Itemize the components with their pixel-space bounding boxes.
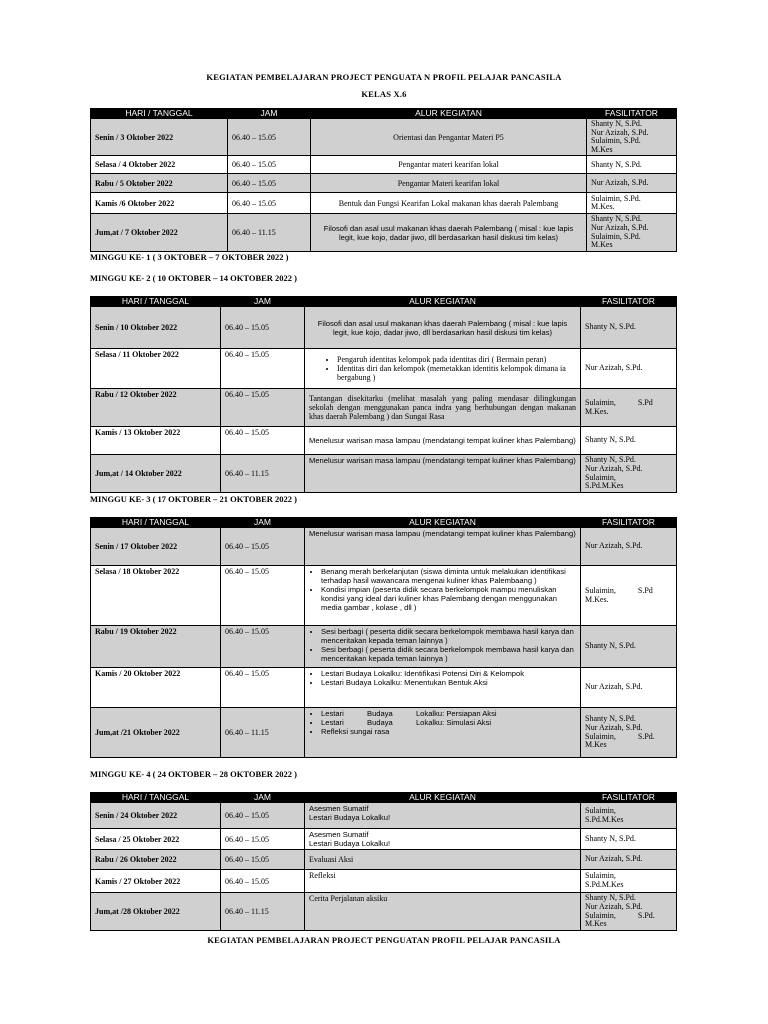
facilitator-line: Nur Azizah, S.Pd. [585,541,643,551]
time-cell: 06.40 – 15.05 [221,626,305,668]
header-facilitator: FASILITATOR [581,297,677,307]
day-cell: Senin / 3 Oktober 2022 [91,119,228,156]
header-time: JAM [221,297,305,307]
footer-title: KEGIATAN PEMBELAJARAN PROJECT PENGUATAN PROFIL PELAJAR PANCASILA [207,935,561,945]
facilitator-line: Shanty N, S.Pd. [585,714,636,724]
activity-cell [305,708,581,758]
week-3-label: MINGGU KE- 3 ( 17 OKTOBER – 21 OKTOBER 2022 ) [90,494,298,504]
activity-list [309,567,576,612]
table-header-row [91,109,677,119]
facilitator-line: Nur Azizah, S.Pd. [585,722,643,732]
time-cell: 06.40 – 15.05 [228,193,311,214]
time-cell: 06.40 – 15.05 [221,307,305,349]
time-cell: 06.40 – 11.15 [228,214,311,251]
activity-cell: Bentuk dan Fungsi Kearifan Lokal makanan khas daerah Palembang [311,193,587,214]
facilitator-line: M.Kes [591,144,613,154]
activity-item: • Benang merah berkelanjutan (siswa diminta untuk melakukan identifikasi terhadap hasil wawancara mengenai kuliner khas Palembaang ) [321,567,576,585]
activity-cell: Filosofi dan asal usul makanan khas daerah Palembang ( misal : kue lapis legit, kue kojo, dadar jiwo, dll berdasarkan hasil diskusi tim kelas) [305,307,581,349]
facilitator-cell [581,668,677,708]
table-row [91,626,677,668]
day-cell: Rabu / 5 Oktober 2022 [91,174,228,193]
activity-item: • Sesi berbagi ( peserta didik secara berkelompok membawa hasil karya dan menceritakan kepada teman lainnya ) [321,627,576,645]
document-title: KEGIATAN PEMBELAJARAN PROJECT PENGUATA N PROFIL PELAJAR PANCASILA [206,72,562,82]
week-2-label: MINGGU KE- 2 ( 10 OKTOBER – 14 OKTOBER 2022 ) [90,273,298,283]
activity-cell: Tantangan disekitarku (melihat masalah yang paling mendasar dilingkungan sekolah dengan menggunakan panca indra yang berhubungan dengan makanan khas daerah Palembang ) dan Sungai Rasa [305,389,581,427]
header-day: HARI / TANGGAL [91,297,221,307]
activity-cell [305,829,581,850]
facilitator-cell [581,626,677,668]
header-facilitator: FASILITATOR [587,109,677,119]
activity-item: • Pengaruh identitas kelompok pada identitas diri ( Bermain peran) [337,355,576,364]
facilitator-line: M.Kes. [591,202,615,212]
day-cell: Kamis / 13 Oktober 2022 [91,427,221,455]
time-cell: 06.40 – 15.05 [221,389,305,427]
facilitator-line: Sulaimin, S.Pd. [585,731,655,741]
activity-line: Lestari Budaya Lokalku! [309,839,391,848]
facilitator-cell [581,427,677,455]
header-activity: ALUR KEGIATAN [305,518,581,528]
activity-cell: Pengantar materi kearifan lokal [311,156,587,174]
day-cell: Jum,at / 14 Oktober 2022 [91,455,221,493]
facilitator-cell [581,893,677,931]
activity-cell: Menelusur warisan masa lampau (mendatangi tempat kuliner khas Palembang) [305,455,581,493]
table-row [91,528,677,566]
activity-cell [305,349,581,389]
schedule-table-week-3 [90,517,677,758]
table-row [91,174,677,193]
table-header-row [91,518,677,528]
class-label: KELAS X.6 [361,89,407,99]
schedule-table-week-4 [90,792,677,931]
time-cell: 06.40 – 15.05 [221,850,305,870]
facilitator-line: Shanty N, S.Pd. [585,435,636,445]
facilitator-line: Sulaimin, [585,805,616,815]
table-row [91,193,677,214]
activity-item: • Sesi berbagi ( peserta didik secara berkelompok membawa hasil karya dan menceritakan kepada teman lainnya ) [321,645,576,663]
table-row [91,708,677,758]
week-4-label: MINGGU KE- 4 ( 24 OKTOBER – 28 OKTOBER 2022 ) [90,769,298,779]
activity-cell: Filosofi dan asal usul makanan khas daerah Palembang ( misal : kue lapis legit, kue kojo, dadar jiwo, dll berdasarkan hasil diskusi tim kelas) [311,214,587,251]
facilitator-line: M.Kes. [585,594,609,604]
facilitator-line: M.Kes. [585,406,609,416]
facilitator-cell [581,455,677,493]
table-header-row [91,297,677,307]
header-time: JAM [228,109,311,119]
activity-item: • Lestari Budaya Lokalku: Simulasi Aksi [321,718,576,727]
day-cell: Selasa / 11 Oktober 2022 [91,349,221,389]
day-cell: Rabu / 19 Oktober 2022 [91,626,221,668]
day-cell: Rabu / 26 Oktober 2022 [91,850,221,870]
facilitator-line: Sulaimin, S.Pd. [591,231,641,241]
table-row [91,829,677,850]
facilitator-line: Nur Azizah, S.Pd. [591,127,649,137]
day-cell: Jum,at /21 Oktober 2022 [91,708,221,758]
time-cell: 06.40 – 15.05 [221,803,305,829]
activity-cell: Menelusur warisan masa lampau (mendatangi tempat kuliner khas Palembang) [305,528,581,566]
facilitator-line: M.Kes [591,240,613,250]
header-time: JAM [221,793,305,803]
header-activity: ALUR KEGIATAN [305,297,581,307]
time-cell: 06.40 – 15.05 [221,829,305,850]
facilitator-line: Shanty N, S.Pd. [585,641,636,651]
activity-cell: Pengantar Materi kearifan lokal [311,174,587,193]
day-cell: Selasa / 18 Oktober 2022 [91,566,221,626]
day-cell: Selasa / 25 Oktober 2022 [91,829,221,850]
time-cell: 06.40 – 15.05 [221,566,305,626]
facilitator-cell [581,349,677,389]
table-row [91,389,677,427]
facilitator-line: S.Pd.M.Kes [585,481,624,491]
time-cell: 06.40 – 15.05 [221,427,305,455]
facilitator-line: Sulaimin, [585,871,616,881]
time-cell: 06.40 – 15.05 [221,870,305,893]
facilitator-line: Shanty N, S.Pd. [585,455,636,465]
table-row [91,349,677,389]
time-cell: 06.40 – 15.05 [228,119,311,156]
facilitator-line: Sulaimin, S.Pd [585,585,653,595]
activity-cell [305,626,581,668]
time-cell: 06.40 – 11.15 [221,455,305,493]
facilitator-line: S.Pd.M.Kes [585,880,624,889]
activity-cell [305,566,581,626]
facilitator-line: Sulaimin, S.Pd. [591,193,641,203]
activity-item: • Lestari Budaya Lokalku: Persiapan Aksi [321,709,576,718]
facilitator-cell [581,566,677,626]
activity-cell [305,803,581,829]
table-row [91,566,677,626]
facilitator-cell [587,119,677,156]
facilitator-cell [581,829,677,850]
facilitator-line: Nur Azizah, S.Pd. [591,178,649,188]
facilitator-line: Sulaimin, S.Pd. [591,136,641,146]
table-row [91,893,677,931]
facilitator-line: Nur Azizah, S.Pd. [585,682,643,692]
table-row [91,214,677,251]
facilitator-cell [581,528,677,566]
facilitator-cell [581,870,677,893]
facilitator-line: Nur Azizah, S.Pd. [585,363,643,373]
day-cell: Jum,at /28 Oktober 2022 [91,893,221,931]
table-row [91,850,677,870]
activity-cell [305,668,581,708]
facilitator-line: Sulaimin, [585,472,616,482]
activity-list [309,669,576,687]
day-cell: Rabu / 12 Oktober 2022 [91,389,221,427]
activity-item: • Refleksi sungai rasa [321,727,576,736]
time-cell: 06.40 – 15.05 [221,349,305,389]
activity-cell: Evaluasi Aksi [305,850,581,870]
time-cell: 06.40 – 15.05 [221,528,305,566]
facilitator-line: Nur Azizah, S.Pd. [585,463,643,473]
facilitator-cell [581,389,677,427]
time-cell: 06.40 – 11.15 [221,893,305,931]
day-cell: Kamis /6 Oktober 2022 [91,193,228,214]
time-cell: 06.40 – 11.15 [221,708,305,758]
table-header-row [91,793,677,803]
activity-cell: Refleksi [305,870,581,893]
activity-cell: Menelusur warisan masa lampau (mendatangi tempat kuliner khas Palembang) [305,427,581,455]
facilitator-cell [587,214,677,251]
activity-item: • Lestari Budaya Lokalku: Identifikasi Potensi Diri & Kelompok [321,669,576,678]
header-activity: ALUR KEGIATAN [305,793,581,803]
facilitator-line: Sulaimin, S.Pd [585,397,653,407]
day-cell: Senin / 24 Oktober 2022 [91,803,221,829]
activity-cell: Cerita Perjalanan aksiku [305,893,581,931]
facilitator-cell [587,174,677,193]
schedule-table-week-2 [90,296,677,493]
day-cell: Kamis / 27 Oktober 2022 [91,870,221,893]
day-cell: Kamis / 20 Oktober 2022 [91,668,221,708]
facilitator-cell [581,708,677,758]
activity-item: • Lestari Budaya Lokalku: Menentukan Bentuk Aksi [321,678,576,687]
activity-line: Asesmen Sumatif [309,830,369,839]
table-row [91,156,677,174]
activity-list [309,355,576,382]
header-day: HARI / TANGGAL [91,793,221,803]
facilitator-line: Shanty N, S.Pd. [591,214,642,224]
facilitator-line: M.Kes [585,919,607,929]
day-cell: Jum,at / 7 Oktober 2022 [91,214,228,251]
activity-cell: Orientasi dan Pengantar Materi P5 [311,119,587,156]
header-facilitator: FASILITATOR [581,793,677,803]
schedule-table-week-1 [90,108,677,252]
day-cell: Senin / 10 Oktober 2022 [91,307,221,349]
facilitator-cell [587,156,677,174]
time-cell: 06.40 – 15.05 [228,156,311,174]
table-row [91,427,677,455]
table-row [91,870,677,893]
header-activity: ALUR KEGIATAN [311,109,587,119]
facilitator-line: Shanty N, S.Pd. [585,322,636,332]
facilitator-line: S.Pd.M.Kes [585,814,624,824]
time-cell: 06.40 – 15.05 [228,174,311,193]
time-cell: 06.40 – 15.05 [221,668,305,708]
facilitator-cell [581,850,677,870]
facilitator-line: M.Kes [585,740,607,750]
activity-list [309,709,576,736]
table-row [91,119,677,156]
header-day: HARI / TANGGAL [91,518,221,528]
week-1-label: MINGGU KE- 1 ( 3 OKTOBER – 7 OKTOBER 2022 ) [90,252,289,262]
table-row [91,668,677,708]
table-row [91,455,677,493]
day-cell: Senin / 17 Oktober 2022 [91,528,221,566]
facilitator-cell [581,307,677,349]
facilitator-line: Sulaimin, S.Pd. [585,910,655,920]
activity-list [309,627,576,663]
facilitator-line: Shanty N, S.Pd. [591,159,642,169]
facilitator-cell [587,193,677,214]
facilitator-line: Nur Azizah, S.Pd. [585,901,643,911]
header-day: HARI / TANGGAL [91,109,228,119]
table-row [91,307,677,349]
table-row [91,803,677,829]
activity-item: • Identitas diri dan kelompok (memetakkan identitis kelompok dimana ia bergabung ) [337,364,576,382]
activity-line: Lestari Budaya Lokalku! [309,813,391,822]
facilitator-line: Shanty N, S.Pd. [591,119,642,128]
facilitator-line: Shanty N, S.Pd. [585,833,636,843]
facilitator-line: Nur Azizah, S.Pd. [591,222,649,232]
facilitator-cell [581,803,677,829]
facilitator-line: Nur Azizah, S.Pd. [585,854,643,864]
day-cell: Selasa / 4 Oktober 2022 [91,156,228,174]
activity-item: • Kondisi impian (peserta didik secara berkelompok mampu menuliskan kondisi yang ideal dari kuliner khas Palembang dengan menggunakan media gambar , kolase , dll ) [321,585,576,612]
facilitator-line: Shanty N, S.Pd. [585,893,636,903]
activity-line: Asesmen Sumatif [309,804,369,813]
header-facilitator: FASILITATOR [581,518,677,528]
header-time: JAM [221,518,305,528]
